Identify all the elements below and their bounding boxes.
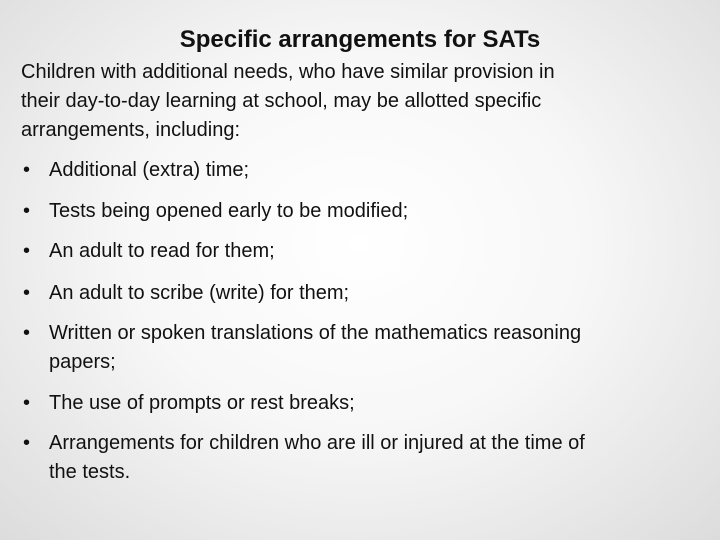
list-item-text — [49, 429, 703, 487]
list-item — [23, 197, 703, 226]
list-item — [23, 429, 703, 487]
list-item — [23, 319, 703, 377]
list-item-line: Additional (extra) time; — [49, 159, 250, 181]
list-item — [23, 156, 703, 185]
list-item-line: the tests. — [49, 461, 131, 483]
list-item-line: The use of prompts or rest breaks; — [49, 392, 355, 414]
list-item-line: Tests being opened early to be modified; — [49, 200, 409, 222]
bullet-marker: • — [23, 159, 31, 181]
list-item-text — [49, 389, 703, 418]
bullet-marker: • — [23, 432, 31, 454]
bullet-marker: • — [23, 392, 31, 414]
list-item-text — [49, 237, 703, 266]
intro-line: their day-to-day learning at school, may be allotted specific — [21, 90, 542, 112]
list-item-text — [49, 197, 703, 226]
list-item — [23, 279, 703, 308]
bullet-marker: • — [23, 282, 31, 304]
list-item — [23, 237, 703, 266]
intro-line: arrangements, including: — [21, 119, 241, 141]
list-item-line: An adult to scribe (write) for them; — [49, 282, 350, 304]
bullet-marker: • — [23, 200, 31, 222]
list-item-text — [49, 319, 703, 377]
bullet-marker: • — [23, 240, 31, 262]
list-item-line: Written or spoken translations of the mathematics reasoning — [49, 322, 582, 344]
list-item — [23, 389, 703, 418]
list-item-text — [49, 279, 703, 308]
list-item-text — [49, 156, 703, 185]
intro-paragraph — [21, 58, 701, 145]
intro-line: Children with additional needs, who have similar provision in — [21, 61, 555, 83]
list-item-line: Arrangements for children who are ill or injured at the time of — [49, 432, 585, 454]
list-item-line: papers; — [49, 351, 116, 373]
bullet-marker: • — [23, 322, 31, 344]
slide-title: Specific arrangements for SATs — [179, 26, 541, 53]
list-item-line: An adult to read for them; — [49, 240, 275, 262]
